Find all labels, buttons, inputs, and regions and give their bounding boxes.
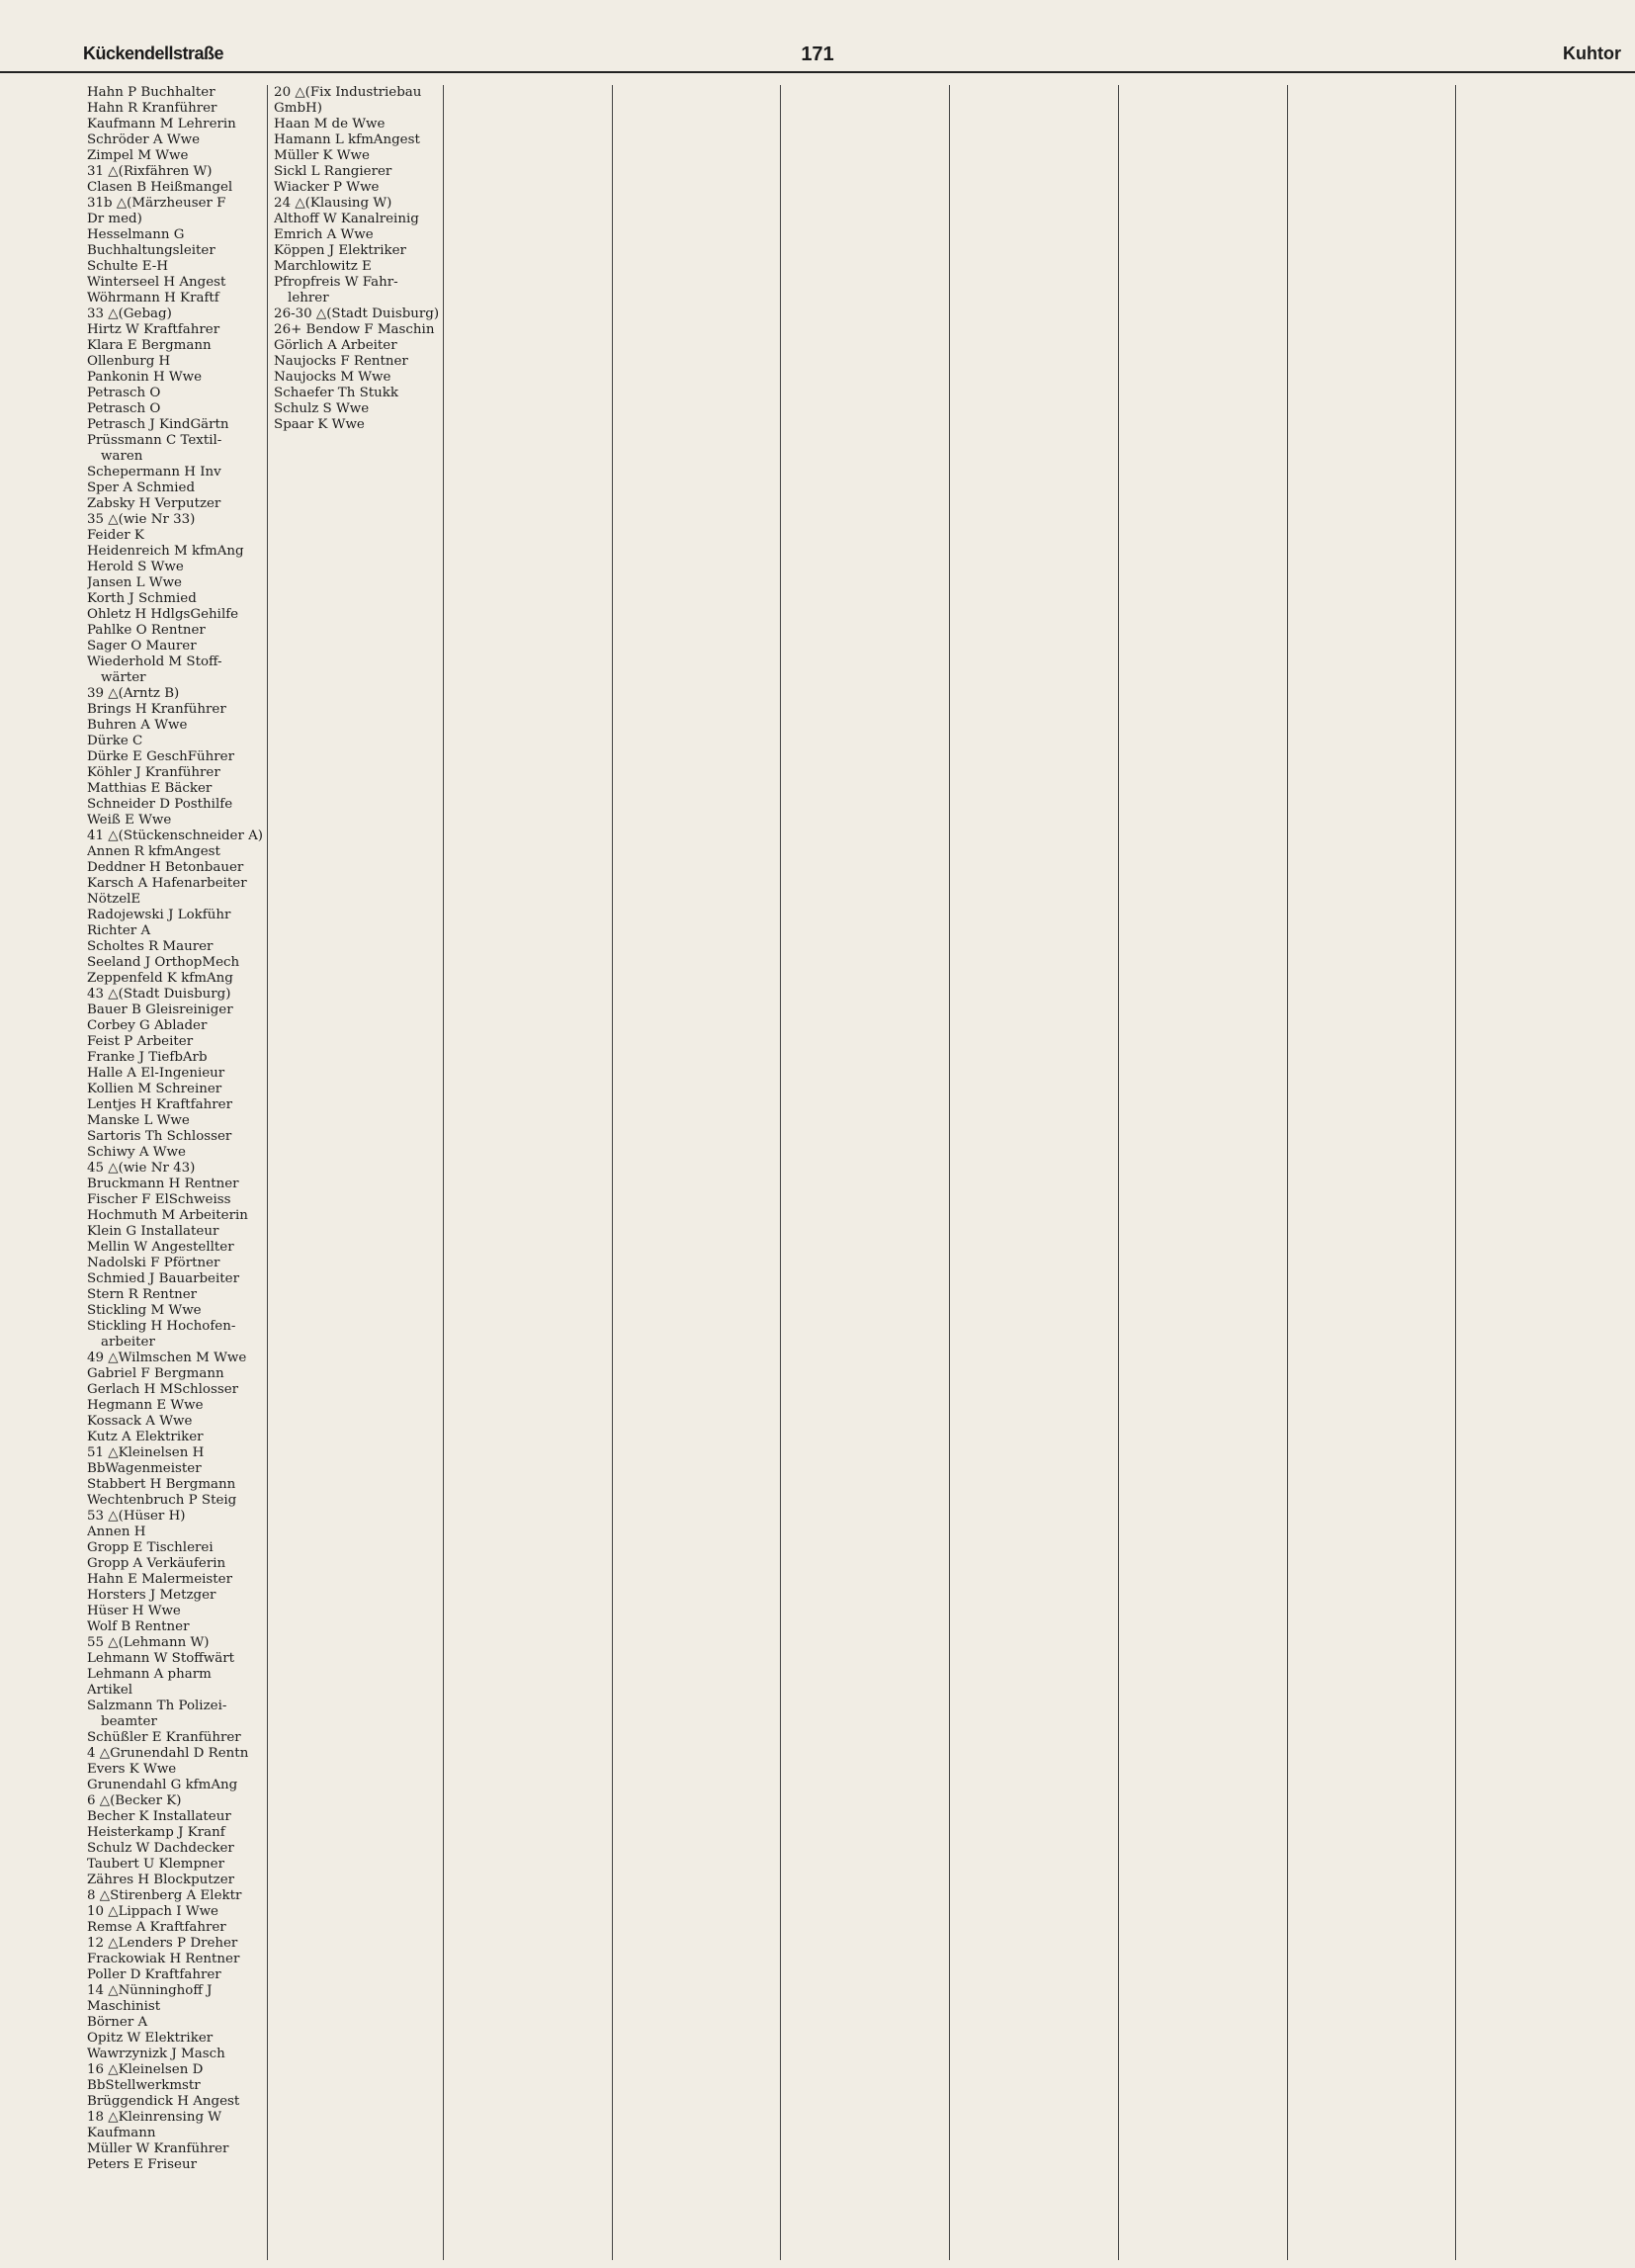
directory-entry: 51 △Kleinelsen H — [87, 1445, 205, 1460]
directory-entry: arbeiter — [101, 1335, 155, 1350]
directory-entry: Naujocks F Rentner — [274, 354, 408, 369]
directory-entry: Zeppenfeld K kfmAng — [87, 971, 233, 986]
directory-entry: Schröder A Wwe — [87, 132, 200, 147]
directory-entry: Stern R Rentner — [87, 1287, 198, 1302]
directory-entry: Buhren A Wwe — [87, 718, 188, 733]
directory-entry: GmbH) — [274, 101, 322, 116]
directory-entry: 12 △Lenders P Dreher — [87, 1936, 238, 1951]
directory-entry: Petrasch O — [87, 401, 161, 416]
directory-entry: Dr med) — [87, 212, 142, 226]
directory-entry: Stabbert H Bergmann — [87, 1477, 236, 1492]
directory-entry: Pankonin H Wwe — [87, 370, 203, 385]
directory-entry: Nadolski F Pförtner — [87, 1256, 220, 1270]
directory-entry: 31b △(Märzheuser F — [87, 196, 226, 211]
directory-entry: lehrer — [288, 291, 329, 305]
directory-entry: Becher K Installateur — [87, 1809, 231, 1824]
page-header — [0, 42, 1635, 73]
directory-entry: Althoff W Kanalreinig — [274, 212, 419, 226]
directory-entry: Klara E Bergmann — [87, 338, 212, 353]
directory-entry: Zimpel M Wwe — [87, 148, 189, 163]
directory-entry: Lehmann A pharm — [87, 1667, 212, 1682]
directory-entry: Gabriel F Bergmann — [87, 1366, 224, 1381]
directory-entry: Wiederhold M Stoff- — [87, 654, 222, 669]
directory-entry: Annen R kfmAngest — [87, 844, 220, 859]
directory-entry: Petrasch J KindGärtn — [87, 417, 229, 432]
street-range-start: Kückendellstraße — [83, 44, 224, 63]
directory-entry: 4 △Grunendahl D Rentn — [87, 1746, 249, 1761]
directory-entry: Herold S Wwe — [87, 560, 184, 574]
directory-entry: Pahlke O Rentner — [87, 623, 206, 638]
directory-entry: Zabsky H Verputzer — [87, 496, 221, 511]
directory-entry: Jansen L Wwe — [87, 575, 182, 590]
directory-entry: Opitz W Elektriker — [87, 2031, 214, 2046]
directory-entry: Feider K — [87, 528, 144, 543]
directory-entry: 45 △(wie Nr 43) — [87, 1161, 196, 1176]
directory-entry: Korth J Schmied — [87, 591, 197, 606]
directory-entry: Hamann L kfmAngest — [274, 132, 420, 147]
directory-entry: Haan M de Wwe — [274, 117, 386, 131]
directory-entry: Ohletz H HdlgsGehilfe — [87, 607, 239, 622]
directory-entry: Klein G Installateur — [87, 1224, 219, 1239]
address-columns — [83, 85, 1625, 2260]
directory-entry: Schepermann H Inv — [87, 465, 221, 480]
directory-entry: Hegmann E Wwe — [87, 1398, 204, 1413]
directory-entry: Peters E Friseur — [87, 2157, 197, 2172]
directory-entry: Fischer F ElSchweiss — [87, 1192, 231, 1207]
directory-entry: Buchhaltungsleiter — [87, 243, 215, 258]
directory-entry: Wolf B Rentner — [87, 1619, 190, 1634]
directory-entry: Taubert U Klempner — [87, 1857, 225, 1872]
directory-entry: Horsters J Metzger — [87, 1588, 216, 1603]
directory-entry: 16 △Kleinelsen D — [87, 2062, 204, 2077]
directory-entry: 6 △(Becker K) — [87, 1793, 182, 1808]
directory-entry: 49 △Wilmschen M Wwe — [87, 1351, 247, 1365]
directory-entry: Schulz W Dachdecker — [87, 1841, 234, 1856]
directory-entry: Deddner H Betonbauer — [87, 860, 244, 875]
directory-entry: Franke J TiefbArb — [87, 1050, 208, 1065]
directory-entry: Kaufmann — [87, 2126, 156, 2140]
directory-entry: Schiwy A Wwe — [87, 1145, 186, 1160]
page-number: 171 — [801, 44, 834, 65]
directory-entry: Hahn P Buchhalter — [87, 85, 215, 100]
directory-entry: Bruckmann H Rentner — [87, 1177, 239, 1191]
directory-entry: Kollien M Schreiner — [87, 1082, 222, 1096]
directory-entry: Weiß E Wwe — [87, 813, 172, 828]
directory-entry: Naujocks M Wwe — [274, 370, 391, 385]
column-4 — [615, 85, 782, 2260]
column-1 — [83, 85, 268, 2260]
directory-entry: Gropp A Verkäuferin — [87, 1556, 226, 1571]
directory-entry: 31 △(Rixfähren W) — [87, 164, 213, 179]
directory-entry: Hochmuth M Arbeiterin — [87, 1208, 248, 1223]
directory-entry: BbStellwerkmstr — [87, 2078, 201, 2093]
directory-entry: 39 △(Arntz B) — [87, 686, 180, 701]
directory-entry: Clasen B Heißmangel — [87, 180, 233, 195]
directory-entry: 24 △(Klausing W) — [274, 196, 392, 211]
directory-entry: Marchlowitz E — [274, 259, 372, 274]
directory-entry: 20 △(Fix Industriebau — [274, 85, 422, 100]
directory-entry: Poller D Kraftfahrer — [87, 1967, 221, 1982]
directory-entry: Müller W Kranführer — [87, 2141, 229, 2156]
directory-entry: Scholtes R Maurer — [87, 939, 214, 954]
directory-entry: Seeland J OrthopMech — [87, 955, 240, 970]
directory-entry: Annen H — [87, 1525, 146, 1539]
directory-entry: Müller K Wwe — [274, 148, 370, 163]
directory-entry: Spaar K Wwe — [274, 417, 365, 432]
directory-entry: wärter — [101, 670, 146, 685]
directory-entry: Corbey G Ablader — [87, 1018, 208, 1033]
directory-entry: Stickling M Wwe — [87, 1303, 202, 1318]
directory-entry: Kutz A Elektriker — [87, 1430, 204, 1444]
directory-entry: Frackowiak H Rentner — [87, 1952, 240, 1966]
column-9 — [1458, 85, 1625, 2260]
directory-entry: Dürke C — [87, 734, 143, 748]
directory-entry: Artikel — [87, 1683, 133, 1698]
directory-entry: 8 △Stirenberg A Elektr — [87, 1888, 242, 1903]
directory-entry: Wawrzynizk J Masch — [87, 2047, 225, 2061]
directory-entry: Evers K Wwe — [87, 1762, 177, 1777]
directory-entry: 53 △(Hüser H) — [87, 1509, 186, 1524]
directory-entry: Sager O Maurer — [87, 639, 197, 654]
directory-entry: Wöhrmann H Kraftf — [87, 291, 219, 305]
directory-entry: 41 △(Stückenschneider A) — [87, 829, 264, 843]
directory-entry: Wechtenbruch P Steig — [87, 1493, 237, 1508]
directory-entry: NötzelE — [87, 892, 141, 907]
directory-entry: Schüßler E Kranführer — [87, 1730, 241, 1745]
directory-entry: Hesselmann G — [87, 227, 185, 242]
directory-entry: Ollenburg H — [87, 354, 171, 369]
column-3 — [446, 85, 613, 2260]
directory-entry: Petrasch O — [87, 386, 161, 400]
column-2 — [270, 85, 444, 2260]
directory-entry: Pfropfreis W Fahr- — [274, 275, 398, 290]
directory-entry: Gerlach H MSchlosser — [87, 1382, 239, 1397]
directory-entry: BbWagenmeister — [87, 1461, 202, 1476]
directory-entry: 26+ Bendow F Maschin — [274, 322, 435, 337]
column-6 — [952, 85, 1119, 2260]
directory-entry: 10 △Lippach I Wwe — [87, 1904, 218, 1919]
directory-entry: Dürke E GeschFührer — [87, 749, 234, 764]
directory-entry: Börner A — [87, 2015, 148, 2030]
directory-entry: Gropp E Tischlerei — [87, 1540, 214, 1555]
directory-entry: Remse A Kraftfahrer — [87, 1920, 226, 1935]
directory-entry: Lentjes H Kraftfahrer — [87, 1097, 232, 1112]
directory-entry: Winterseel H Angest — [87, 275, 226, 290]
directory-entry: Matthias E Bäcker — [87, 781, 213, 796]
directory-entry: Feist P Arbeiter — [87, 1034, 194, 1049]
directory-entry: Schulz S Wwe — [274, 401, 370, 416]
directory-entry: Brüggendick H Angest — [87, 2094, 240, 2109]
directory-entry: Kaufmann M Lehrerin — [87, 117, 236, 131]
directory-entry: Bauer B Gleisreiniger — [87, 1003, 233, 1017]
directory-entry: Hirtz W Kraftfahrer — [87, 322, 220, 337]
street-range-end: Kuhtor — [1563, 44, 1621, 63]
directory-entry: Radojewski J Lokführ — [87, 908, 231, 922]
directory-entry: Prüssmann C Textil- — [87, 433, 222, 448]
directory-entry: Mellin W Angestellter — [87, 1240, 234, 1255]
directory-entry: Wiacker P Wwe — [274, 180, 380, 195]
directory-entry: Manske L Wwe — [87, 1113, 190, 1128]
directory-entry: Kossack A Wwe — [87, 1414, 193, 1429]
directory-entry: 14 △Nünninghoff J — [87, 1983, 213, 1998]
directory-entry: Halle A El-Ingenieur — [87, 1066, 225, 1081]
directory-entry: Richter A — [87, 923, 151, 938]
directory-entry: 18 △Kleinrensing W — [87, 2110, 222, 2125]
directory-entry: Köhler J Kranführer — [87, 765, 220, 780]
directory-entry: Görlich A Arbeiter — [274, 338, 397, 353]
directory-entry: Schmied J Bauarbeiter — [87, 1271, 239, 1286]
directory-entry: Heidenreich M kfmAng — [87, 544, 244, 559]
directory-entry: 35 △(wie Nr 33) — [87, 512, 196, 527]
directory-entry: Grunendahl G kfmAng — [87, 1778, 238, 1792]
directory-entry: Heisterkamp J Kranf — [87, 1825, 225, 1840]
directory-entry: Hahn E Malermeister — [87, 1572, 232, 1587]
column-8 — [1290, 85, 1457, 2260]
directory-entry: Köppen J Elektriker — [274, 243, 406, 258]
directory-entry: Hahn R Kranführer — [87, 101, 217, 116]
directory-entry: 43 △(Stadt Duisburg) — [87, 987, 231, 1002]
directory-entry: Brings H Kranführer — [87, 702, 226, 717]
directory-entry: Lehmann W Stoffwärt — [87, 1651, 235, 1666]
directory-entry: Schaefer Th Stukk — [274, 386, 399, 400]
directory-entry: Schneider D Posthilfe — [87, 797, 233, 812]
directory-entry: Stickling H Hochofen- — [87, 1319, 236, 1334]
directory-entry: Maschinist — [87, 1999, 161, 2014]
directory-entry: 26-30 △(Stadt Duisburg) — [274, 306, 440, 321]
directory-entry: Zähres H Blockputzer — [87, 1873, 235, 1887]
directory-entry: Sickl L Rangierer — [274, 164, 392, 179]
column-7 — [1121, 85, 1288, 2260]
directory-entry: Emrich A Wwe — [274, 227, 374, 242]
column-5 — [783, 85, 950, 2260]
directory-entry: beamter — [101, 1714, 157, 1729]
directory-entry: 55 △(Lehmann W) — [87, 1635, 210, 1650]
directory-entry: Sartoris Th Schlosser — [87, 1129, 232, 1144]
directory-entry: Sper A Schmied — [87, 480, 196, 495]
directory-entry: Schulte E-H — [87, 259, 168, 274]
directory-entry: Hüser H Wwe — [87, 1604, 181, 1618]
directory-entry: Karsch A Hafenarbeiter — [87, 876, 247, 891]
directory-entry: 33 △(Gebag) — [87, 306, 172, 321]
directory-entry: waren — [101, 449, 143, 464]
directory-entry: Salzmann Th Polizei- — [87, 1699, 227, 1713]
